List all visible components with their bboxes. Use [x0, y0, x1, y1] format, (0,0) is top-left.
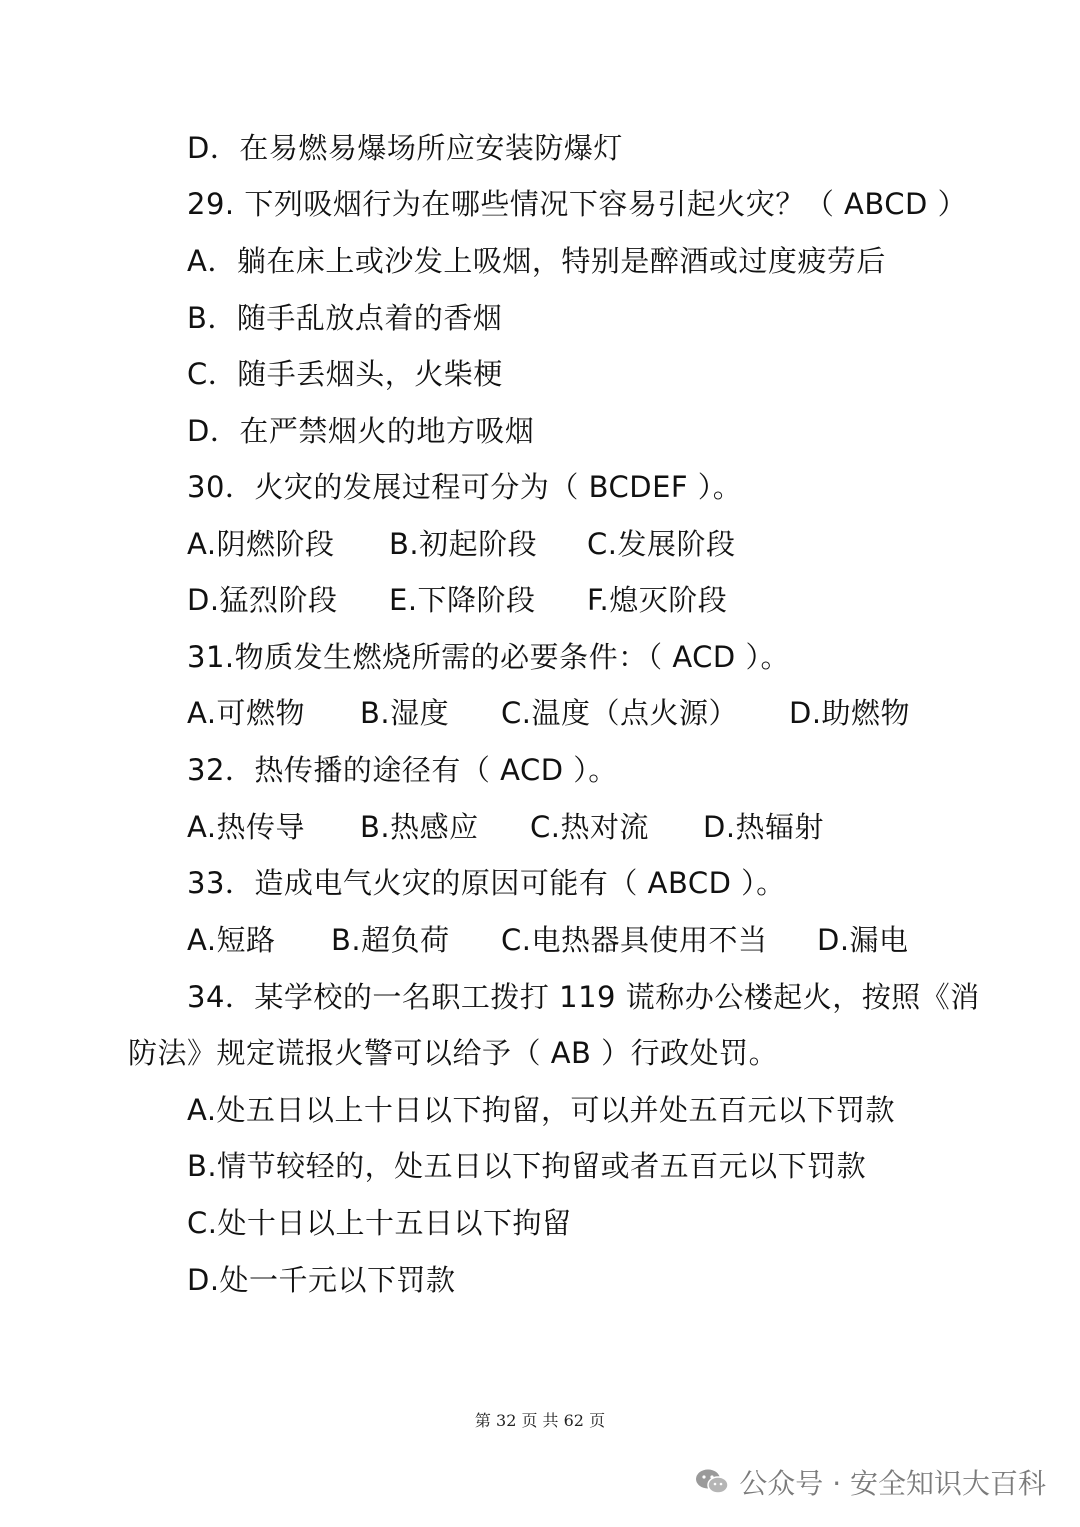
q30-option-b: B.初起阶段 [389, 527, 538, 561]
q34-option-a: A.处五日以上十日以下拘留，可以并处五百元以下罚款 [187, 1093, 896, 1127]
q29-option-a: A．躺在床上或沙发上吸烟，特别是醉酒或过度疲劳后 [187, 244, 886, 278]
q30-option-c: C.发展阶段 [587, 527, 736, 561]
q29-option-d: D．在严禁烟火的地方吸烟 [187, 414, 535, 448]
q33-option-b: B.超负荷 [331, 923, 450, 957]
q29-option-c: C．随手丢烟头，火柴梗 [187, 357, 503, 391]
q33-option-d: D.漏电 [817, 923, 909, 957]
q31-question: 31.物质发生燃烧所需的必要条件：（ ACD ）。 [187, 640, 790, 674]
q34-option-d: D.处一千元以下罚款 [187, 1263, 456, 1297]
q30-option-d: D.猛烈阶段 [187, 583, 338, 617]
q30-option-a: A.阴燃阶段 [187, 527, 335, 561]
q32-options [187, 805, 824, 849]
watermark [695, 1462, 1046, 1502]
q31-option-b: B.湿度 [360, 696, 450, 730]
q30-option-e: E.下降阶段 [389, 583, 536, 617]
wechat-icon [695, 1468, 729, 1496]
q32-option-b: B.热感应 [360, 810, 479, 844]
q34-question-line2: 防法》规定谎报火警可以给予（ AB ）行政处罚。 [128, 1036, 779, 1070]
q30-options-row1 [187, 522, 735, 566]
q32-option-a: A.热传导 [187, 810, 306, 844]
q28-option-d: D．在易燃易爆场所应安装防爆灯 [187, 131, 623, 165]
q33-options [187, 918, 909, 962]
q31-option-d: D.助燃物 [789, 696, 911, 730]
q34-question-line1: 34．某学校的一名职工拨打 119 谎称办公楼起火，按照《消 [187, 980, 980, 1014]
q34-option-b: B.情节较轻的，处五日以下拘留或者五百元以下罚款 [187, 1149, 867, 1183]
q32-option-c: C.热对流 [530, 810, 649, 844]
watermark-text: 公众号 · 安全知识大百科 [739, 1467, 1046, 1500]
page-footer: 第 32 页 共 62 页 [474, 1411, 606, 1430]
q32-option-d: D.热辐射 [703, 810, 825, 844]
q33-option-a: A.短路 [187, 923, 276, 957]
q33-question: 33．造成电气火灾的原因可能有（ ABCD ）。 [187, 866, 786, 900]
q29-option-b: B．随手乱放点着的香烟 [187, 301, 503, 335]
q29-question: 29. 下列吸烟行为在哪些情况下容易引起火灾？（ ABCD ） [187, 187, 968, 221]
q33-option-c: C.电热器具使用不当 [501, 923, 768, 957]
q31-option-a: A.可燃物 [187, 696, 306, 730]
q34-option-c: C.处十日以上十五日以下拘留 [187, 1206, 572, 1240]
q30-question: 30．火灾的发展过程可分为（ BCDEF ）。 [187, 470, 743, 504]
q30-option-f: F.熄灭阶段 [587, 583, 728, 617]
q30-options-row2 [187, 578, 727, 622]
q32-question: 32．热传播的途径有（ ACD ）。 [187, 753, 618, 787]
q31-option-c: C.温度（点火源） [501, 696, 738, 730]
q31-options [187, 691, 910, 735]
